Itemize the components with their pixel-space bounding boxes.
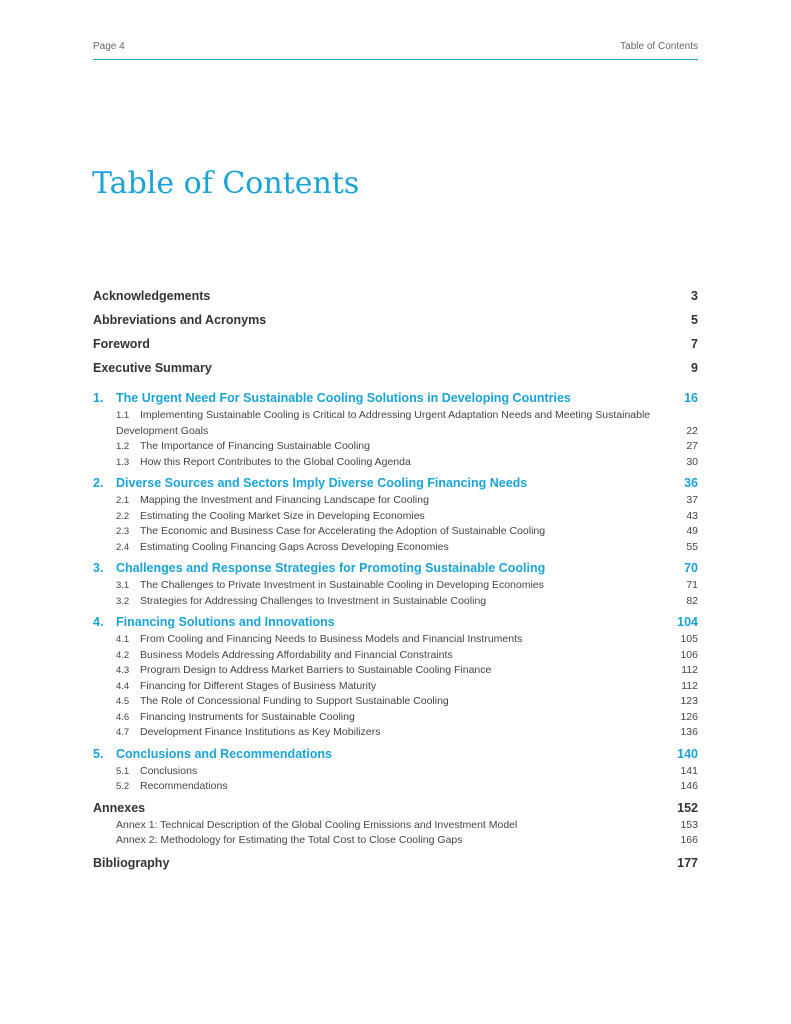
page-title: Table of Contents xyxy=(92,166,360,201)
toc-section-row[interactable] xyxy=(93,663,698,679)
section-title: Development Finance Institutions as Key Mobilizers xyxy=(140,726,381,738)
section-page: 22 xyxy=(686,424,698,437)
section-page: 136 xyxy=(680,726,698,738)
section-page: 105 xyxy=(680,633,698,645)
section-number: 1.1 xyxy=(116,410,130,421)
section-title: Implementing Sustainable Cooling is Critical to Addressing Urgent Adaptation Needs and Meeting Sustainable Development Goals xyxy=(116,409,651,437)
toc-chapter-4 xyxy=(93,615,698,741)
section-page: 27 xyxy=(686,440,698,452)
section-page: 106 xyxy=(680,648,698,661)
section-title: From Cooling and Financing Needs to Business Models and Financial Instruments xyxy=(140,633,523,645)
section-number: 4.1 xyxy=(116,634,130,645)
annex-title: Annex 1: Technical Description of the Global Cooling Emissions and Investment Model xyxy=(116,818,518,831)
section-page: 55 xyxy=(686,540,698,553)
section-number: 3.2 xyxy=(116,595,130,607)
chapter-title: Conclusions and Recommendations xyxy=(116,746,333,761)
chapter-number: 3. xyxy=(93,561,104,575)
running-section-title: Table of Contents xyxy=(620,41,698,52)
toc-section-row[interactable] xyxy=(93,764,698,780)
toc-annex-row[interactable] xyxy=(93,833,698,849)
section-title: Strategies for Addressing Challenges to Investment in Sustainable Cooling xyxy=(140,594,487,607)
chapter-title: Financing Solutions and Innovations xyxy=(116,615,335,629)
toc-chapter-3 xyxy=(93,561,698,609)
section-page: 112 xyxy=(681,664,698,676)
section-number: 2.3 xyxy=(116,526,130,537)
toc-entry-label: Annexes xyxy=(93,800,146,815)
section-number: 1.3 xyxy=(116,456,130,468)
toc-chapter-heading[interactable] xyxy=(93,561,698,578)
chapter-page: 16 xyxy=(684,391,698,405)
toc-entry-annexes[interactable] xyxy=(93,801,698,818)
section-number: 5.2 xyxy=(116,781,130,792)
toc-section-row[interactable] xyxy=(93,594,698,610)
toc-entry-acknowledgements[interactable] xyxy=(93,289,698,313)
chapter-title: The Urgent Need For Sustainable Cooling Solutions in Developing Countries xyxy=(116,391,571,405)
section-title: Estimating Cooling Financing Gaps Across Developing Economies xyxy=(140,540,449,553)
annex-title: Annex 2: Methodology for Estimating the Total Cost to Close Cooling Gaps xyxy=(116,834,463,846)
chapter-number: 1. xyxy=(93,391,104,405)
toc-entry-abbreviations[interactable] xyxy=(93,313,698,337)
chapter-number: 4. xyxy=(93,615,104,629)
section-title: Conclusions xyxy=(140,764,198,777)
section-title: Recommendations xyxy=(140,780,228,792)
chapter-number: 5. xyxy=(93,746,104,761)
section-title: Estimating the Cooling Market Size in Developing Economies xyxy=(140,509,425,522)
page-header xyxy=(93,40,698,60)
toc-entry-label: Executive Summary xyxy=(93,361,212,375)
toc-entry-label: Acknowledgements xyxy=(93,289,211,303)
section-number: 2.4 xyxy=(116,541,130,553)
toc-entry-page: 177 xyxy=(677,855,698,870)
toc-annex-row[interactable] xyxy=(93,818,698,834)
toc-section-row[interactable] xyxy=(93,779,698,795)
section-page: 146 xyxy=(680,780,698,792)
toc-section-row[interactable] xyxy=(93,439,698,455)
toc-chapter-heading[interactable] xyxy=(93,615,698,632)
toc-entry-label: Bibliography xyxy=(93,855,170,870)
section-number: 4.4 xyxy=(116,680,130,692)
chapter-title: Challenges and Response Strategies for Promoting Sustainable Cooling xyxy=(116,561,546,575)
toc-chapter-5 xyxy=(93,747,698,795)
section-page: 126 xyxy=(680,710,698,723)
chapter-page: 70 xyxy=(684,561,698,575)
toc-section-row[interactable] xyxy=(93,632,698,648)
toc-section-row[interactable] xyxy=(93,725,698,741)
toc-section-row[interactable] xyxy=(93,509,698,525)
toc-entry-page: 5 xyxy=(691,313,698,327)
section-page: 30 xyxy=(686,455,698,468)
section-page: 49 xyxy=(686,525,698,537)
toc-section-row[interactable] xyxy=(93,493,698,509)
section-title: The Economic and Business Case for Accelerating the Adoption of Sustainable Cooling xyxy=(140,525,546,537)
toc-section-row[interactable] xyxy=(93,694,698,710)
toc-section-row[interactable] xyxy=(93,648,698,664)
toc-section-row[interactable] xyxy=(93,455,698,471)
chapter-number: 2. xyxy=(93,476,104,490)
toc-section-row[interactable] xyxy=(93,679,698,695)
toc-entry-page: 3 xyxy=(691,289,698,303)
toc-entry-bibliography[interactable] xyxy=(93,856,698,873)
section-title: Business Models Addressing Affordability and Financial Constraints xyxy=(140,648,453,661)
section-page: 37 xyxy=(686,494,698,506)
annex-page: 153 xyxy=(680,818,698,831)
section-number: 5.1 xyxy=(116,765,130,777)
section-title: The Importance of Financing Sustainable Cooling xyxy=(140,440,370,452)
chapter-page: 36 xyxy=(684,476,698,490)
section-number: 4.6 xyxy=(116,711,130,723)
section-title: Financing Instruments for Sustainable Cooling xyxy=(140,710,355,723)
toc-section-row[interactable] xyxy=(93,710,698,726)
section-page: 123 xyxy=(680,695,698,707)
section-number: 4.2 xyxy=(116,649,130,661)
toc-chapter-heading[interactable] xyxy=(93,476,698,493)
section-title: Program Design to Address Market Barriers to Sustainable Cooling Finance xyxy=(140,664,492,676)
toc-entry-label: Foreword xyxy=(93,337,150,351)
section-title: The Role of Concessional Funding to Support Sustainable Cooling xyxy=(140,695,449,707)
section-number: 2.1 xyxy=(116,495,130,506)
section-page: 112 xyxy=(681,679,698,692)
section-number: 2.2 xyxy=(116,510,130,522)
toc-entry-page: 9 xyxy=(691,361,698,375)
section-title: Financing for Different Stages of Business Maturity xyxy=(140,679,377,692)
toc-section-row[interactable] xyxy=(93,540,698,556)
section-title: The Challenges to Private Investment in Sustainable Cooling in Developing Economies xyxy=(140,579,544,591)
toc-chapter-2 xyxy=(93,476,698,555)
toc-chapter-heading[interactable] xyxy=(93,747,698,764)
section-page: 141 xyxy=(680,764,698,777)
section-number: 1.2 xyxy=(116,441,130,452)
annex-page: 166 xyxy=(680,834,698,846)
chapter-page: 140 xyxy=(677,746,698,761)
section-number: 4.5 xyxy=(116,696,130,707)
section-page: 82 xyxy=(686,594,698,607)
chapter-page: 104 xyxy=(677,615,698,629)
section-number: 4.3 xyxy=(116,665,130,676)
toc-entry-page: 152 xyxy=(677,800,698,815)
section-title: How this Report Contributes to the Global Cooling Agenda xyxy=(140,455,411,468)
toc-entry-label: Abbreviations and Acronyms xyxy=(93,313,267,327)
chapter-title: Diverse Sources and Sectors Imply Diverse Cooling Financing Needs xyxy=(116,476,528,490)
section-number: 4.7 xyxy=(116,727,130,738)
table-of-contents xyxy=(93,289,698,873)
section-page: 71 xyxy=(686,579,698,591)
toc-section-row[interactable] xyxy=(93,578,698,594)
toc-entry-foreword[interactable] xyxy=(93,337,698,361)
toc-section-row[interactable] xyxy=(93,524,698,540)
toc-chapter-heading[interactable] xyxy=(93,391,698,408)
toc-entry-page: 7 xyxy=(691,337,698,351)
section-title: Mapping the Investment and Financing Landscape for Cooling xyxy=(140,494,429,506)
page-number-label: Page 4 xyxy=(93,41,125,52)
section-number: 3.1 xyxy=(116,580,130,591)
toc-section-row[interactable] xyxy=(93,408,698,439)
toc-chapter-1 xyxy=(93,391,698,470)
section-page: 43 xyxy=(686,509,698,522)
toc-entry-executive-summary[interactable] xyxy=(93,361,698,385)
